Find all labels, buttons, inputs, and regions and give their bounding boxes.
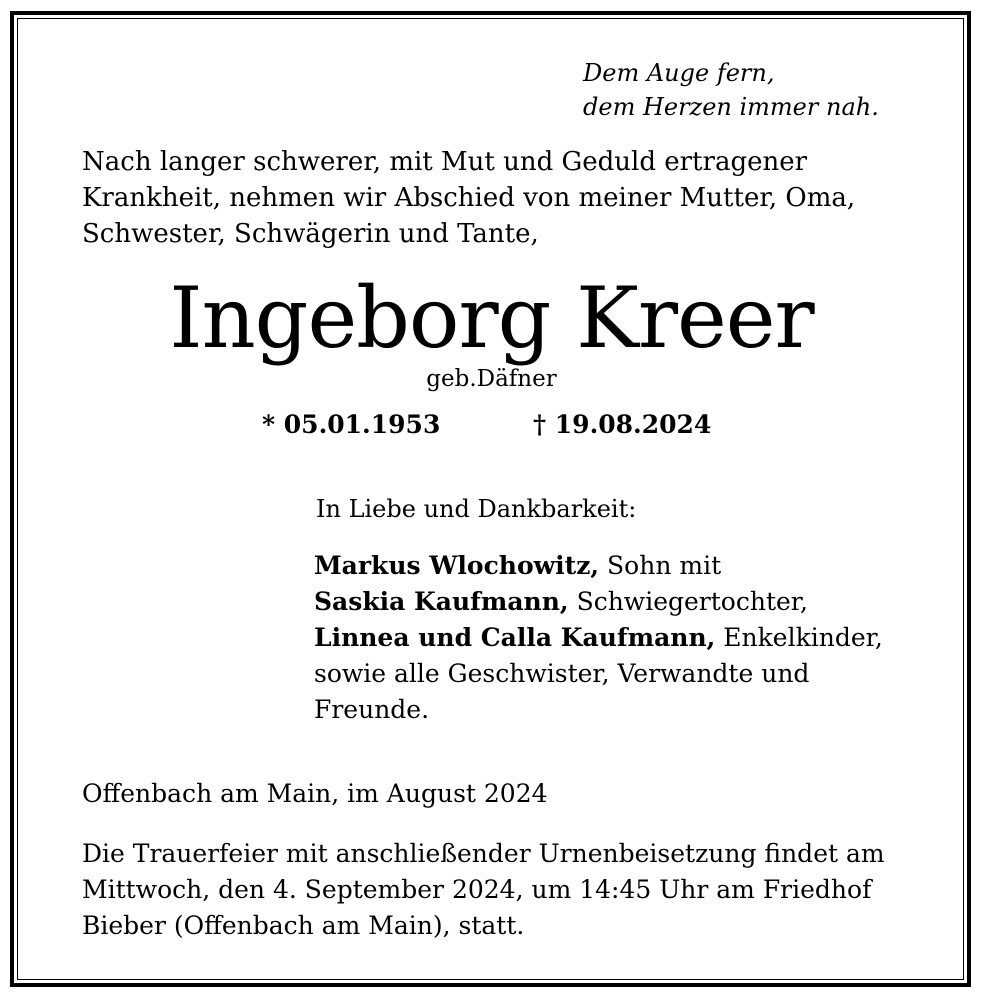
mourners-extra-line-2: Freunde. bbox=[314, 695, 430, 724]
mourners-list bbox=[314, 548, 944, 728]
mourner-row bbox=[314, 548, 944, 584]
intro-text bbox=[82, 144, 882, 252]
motto-line-2: dem Herzen immer nah. bbox=[583, 93, 879, 121]
mourner-relation: Enkelkinder, bbox=[715, 623, 883, 652]
birth-date: * 05.01.1953 bbox=[262, 410, 441, 439]
service-line-1: Die Trauerfeier mit anschließender Urnenbeisetzung findet am bbox=[82, 839, 885, 868]
mourner-name: Linnea und Calla Kaufmann, bbox=[314, 623, 716, 652]
mourners-extra-line-1: sowie alle Geschwister, Verwandte und bbox=[314, 659, 810, 688]
intro-line-1: Nach langer schwerer, mit Mut und Geduld ertragener bbox=[82, 147, 808, 177]
mourner-name: Saskia Kaufmann, bbox=[314, 587, 569, 616]
service-line-2: Mittwoch, den 4. September 2024, um 14:45 Uhr am Friedhof bbox=[82, 875, 872, 904]
service-line-3: Bieber (Offenbach am Main), statt. bbox=[82, 911, 525, 940]
deceased-name: Ingeborg Kreer bbox=[169, 269, 814, 367]
mourner-relation: Sohn mit bbox=[599, 551, 722, 580]
service-notice bbox=[82, 836, 942, 944]
intro-line-2: Krankheit, nehmen wir Abschied von meiner Mutter, Oma, bbox=[82, 183, 856, 213]
mourner-row bbox=[314, 620, 944, 656]
death-date: † 19.08.2024 bbox=[533, 410, 712, 439]
motto bbox=[583, 56, 879, 124]
mourner-relation: Schwiegertochter, bbox=[568, 587, 808, 616]
place-date: Offenbach am Main, im August 2024 bbox=[82, 779, 548, 808]
motto-line-1: Dem Auge fern, bbox=[583, 59, 775, 87]
mourner-row bbox=[314, 584, 944, 620]
mourner-name: Markus Wlochowitz, bbox=[314, 551, 600, 580]
thanks-line: In Liebe und Dankbarkeit: bbox=[316, 495, 637, 523]
maiden-name: geb.Däfner bbox=[426, 366, 557, 392]
intro-line-3: Schwester, Schwägerin und Tante, bbox=[82, 219, 539, 249]
